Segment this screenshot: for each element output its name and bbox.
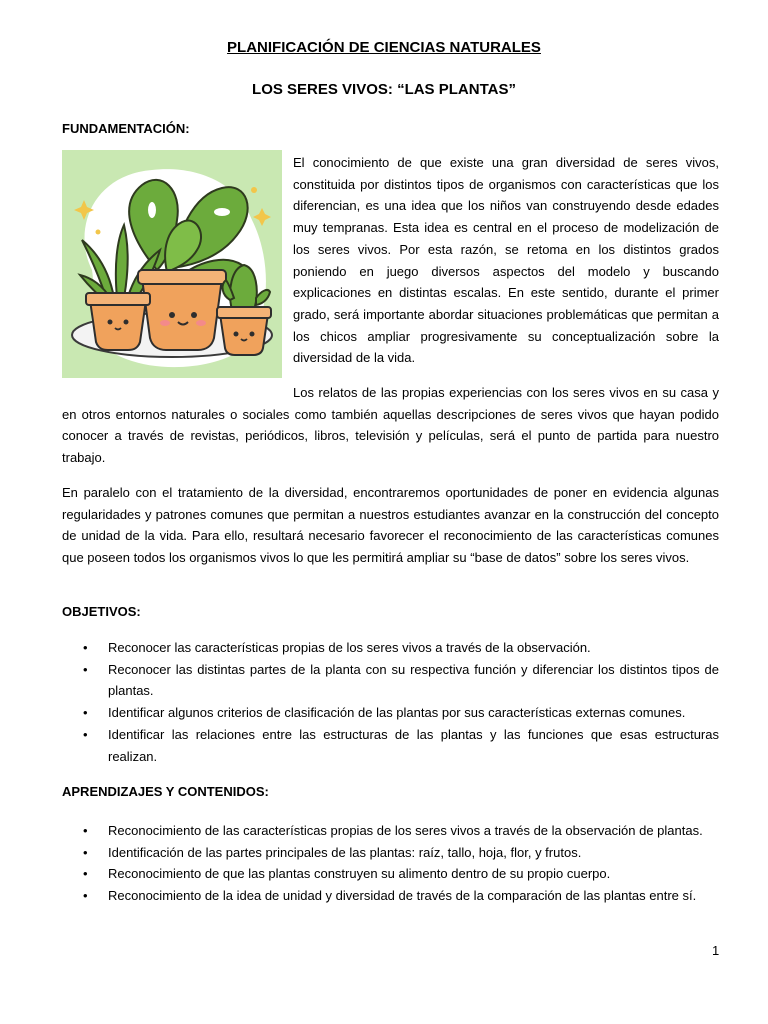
list-item [62,885,719,907]
bullet: • [83,866,88,882]
list-item-text: Identificación de las partes principales de las plantas: raíz, tallo, hoja, flor, y frutos. [108,844,582,860]
bullet: • [83,888,88,904]
list-item-text: Identificar algunos criterios de clasificación de las plantas por sus características externas comunes. [108,705,686,721]
list-item [62,659,719,702]
list-item-text: Identificar las relaciones entre las estructuras de las plantas y las funciones que esas estructuras realizan. [108,726,719,764]
list-item-text: Reconocimiento de las características propias de los seres vivos a través de la observación de plantas. [108,823,703,838]
list-item [62,842,719,864]
list-item [62,637,719,659]
bullet: • [83,844,88,860]
list-item-text: Reconocer las distintas partes de la planta con su respectiva función y diferenciar los distintos tipos de plantas. [108,661,719,699]
fundamentacion-paragraph-1: El conocimiento de que existe una gran diversidad de seres vivos, constituida por distintos tipos de organismos con características que los diferencian, es una idea que los niños van construyendo desde edades muy tempranas. Esta idea es central en el proceso de modelización de los seres vivos. Por esta razón, se retoma en los distintos grados poniendo en juego diversos aspectos del modelo y buscando explicaciones en distintas escalas. En este sentido, durante el primer grado, será importante abordar situaciones problemáticas que permitan a los chicos ampliar progresivamente su conceptualización sobre la diversidad de la vida. [293,155,719,366]
fundamentacion-heading: FUNDAMENTACIÓN: [62,121,190,136]
list-item-text: Reconocimiento de la idea de unidad y diversidad de través de la comparación de las plantas entre sí. [108,888,697,904]
objetivos-heading: OBJETIVOS: [62,604,141,619]
document-title: PLANIFICACIÓN DE CIENCIAS NATURALES [227,39,541,56]
list-item-text: Reconocer las características propias de los seres vivos a través de la observación. [108,640,591,655]
potted-plants-illustration [62,150,282,378]
list-item [62,820,719,842]
list-item [62,863,719,885]
list-item [62,724,719,767]
page-number: 1 [712,943,720,958]
list-item [62,702,719,724]
list-item-text: Reconocimiento de que las plantas construyen su alimento dentro de su propio cuerpo. [108,866,611,882]
aprendizajes-heading: APRENDIZAJES Y CONTENIDOS: [62,784,269,799]
objetivos-list [62,637,719,767]
document-subtitle: LOS SERES VIVOS: “LAS PLANTAS” [252,81,516,98]
fundamentacion-paragraph-2: Los relatos de las propias experiencias con los seres vivos en su casa y en otros entornos naturales o sociales como también aquellas descripciones de seres vivos que hayan podido conocer a través de revistas, periódicos, libros, televisión y películas, será el punto de partida para nuestro trabajo. [62,385,719,466]
bullet: • [83,705,88,721]
aprendizajes-list [62,820,719,907]
bullet: • [83,726,88,742]
bullet: • [83,823,88,838]
fundamentacion-paragraph-3: En paralelo con el tratamiento de la diversidad, encontraremos oportunidades de poner en evidencia algunas regularidades y patrones comunes que permitan a nuestros estudiantes avanzar en la construcción del concepto de unidad de la vida. Para ello, resultará necesario favorecer el reconocimiento de las características comunes que poseen todos los organismos vivos lo que les permitirá ampliar su “base de datos” sobre los seres vivos. [62,485,719,566]
bullet: • [83,661,88,677]
bullet: • [83,640,88,655]
